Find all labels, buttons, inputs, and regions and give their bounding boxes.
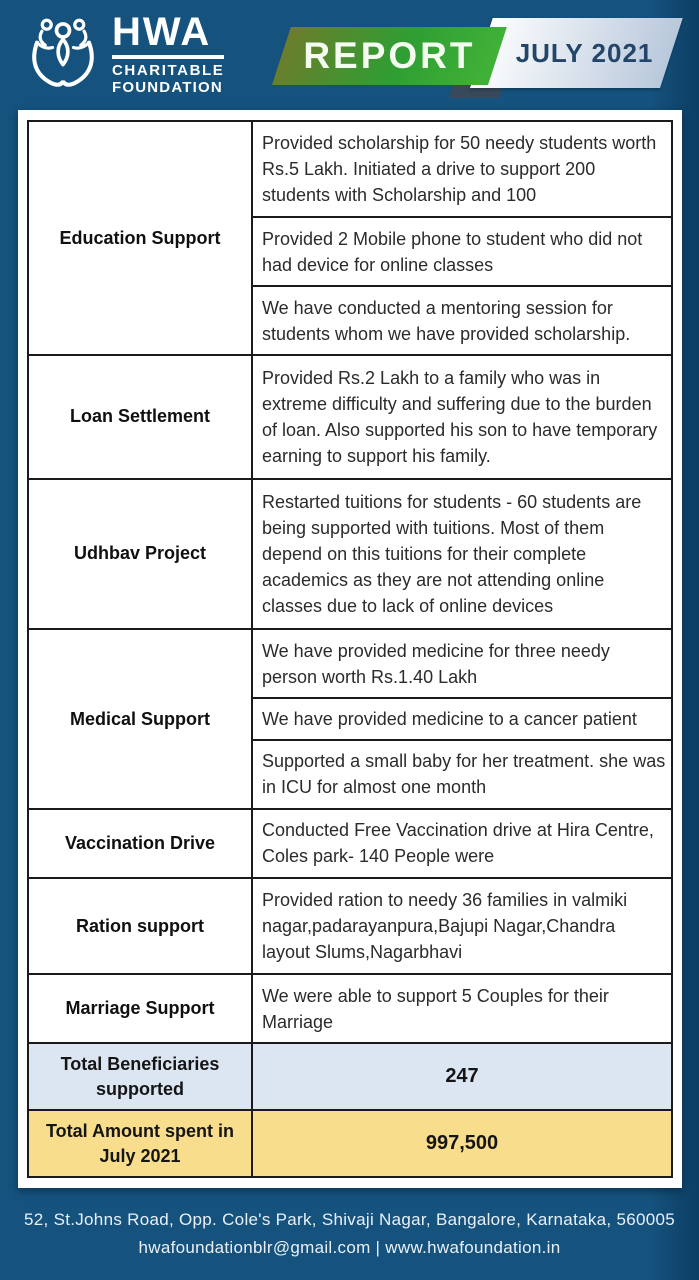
summary-row <box>28 1110 672 1177</box>
category-cell: Udhbav Project <box>28 479 252 630</box>
period-label: JULY 2021 <box>515 37 654 68</box>
report-table <box>27 120 673 1178</box>
report-table-body <box>28 121 672 1177</box>
detail-cell: Conducted Free Vaccination drive at Hira Centre, Coles park- 140 People were <box>252 809 672 878</box>
logo-charitable: CHARITABLE <box>112 62 225 79</box>
table-row <box>28 974 672 1043</box>
detail-cell: We have conducted a mentoring session for students whom we have provided scholarship. <box>252 286 672 355</box>
detail-cell: Restarted tuitions for students - 60 students are being supported with tuitions. Most of them depend on this tuitions for their complete academics as they are not attending online classes due to lack of online devices <box>252 479 672 630</box>
category-cell: Marriage Support <box>28 974 252 1043</box>
detail-cell: Supported a small baby for her treatment. she was in ICU for almost one month <box>252 740 672 809</box>
table-row <box>28 121 672 217</box>
detail-cell: Provided scholarship for 50 needy students worth Rs.5 Lakh. Initiated a drive to support 200 students with Scholarship and 100 <box>252 121 672 217</box>
footer <box>0 1206 699 1262</box>
detail-cell: We have provided medicine to a cancer patient <box>252 698 672 740</box>
table-row <box>28 479 672 630</box>
detail-cell: Provided 2 Mobile phone to student who did not had device for online classes <box>252 217 672 286</box>
category-cell: Vaccination Drive <box>28 809 252 878</box>
summary-label-cell: Total Beneficiaries supported <box>28 1043 252 1110</box>
report-label: REPORT <box>303 35 476 76</box>
table-row <box>28 629 672 698</box>
hwa-logo <box>24 12 224 95</box>
hands-people-icon <box>24 14 102 94</box>
category-cell: Medical Support <box>28 629 252 809</box>
detail-cell: Provided ration to needy 36 families in valmiki nagar,padarayanpura,Bajupi Nagar,Chandra layout Slums,Nagarbhavi <box>252 878 672 974</box>
summary-value-cell: 247 <box>252 1043 672 1110</box>
summary-value-cell: 997,500 <box>252 1110 672 1177</box>
report-banner <box>272 27 507 85</box>
category-cell: Education Support <box>28 121 252 355</box>
report-card <box>18 110 682 1188</box>
summary-row <box>28 1043 672 1110</box>
table-row <box>28 355 672 478</box>
category-cell: Ration support <box>28 878 252 974</box>
footer-contact: hwafoundationblr@gmail.com | www.hwafoundation.in <box>138 1238 561 1257</box>
summary-label-cell: Total Amount spent in July 2021 <box>28 1110 252 1177</box>
footer-address: 52, St.Johns Road, Opp. Cole's Park, Shivaji Nagar, Bangalore, Karnataka, 560005 <box>24 1210 675 1229</box>
detail-cell: Provided Rs.2 Lakh to a family who was in extreme difficulty and suffering due to the burden of loan. Also supported his son to have temporary earning to support his family. <box>252 355 672 478</box>
detail-cell: We were able to support 5 Couples for their Marriage <box>252 974 672 1043</box>
table-row <box>28 878 672 974</box>
category-cell: Loan Settlement <box>28 355 252 478</box>
table-row <box>28 809 672 878</box>
logo-text <box>112 12 224 95</box>
logo-foundation: FOUNDATION <box>112 79 223 96</box>
header <box>0 0 699 110</box>
detail-cell: We have provided medicine for three needy person worth Rs.1.40 Lakh <box>252 629 672 698</box>
logo-acronym: HWA <box>112 12 224 59</box>
